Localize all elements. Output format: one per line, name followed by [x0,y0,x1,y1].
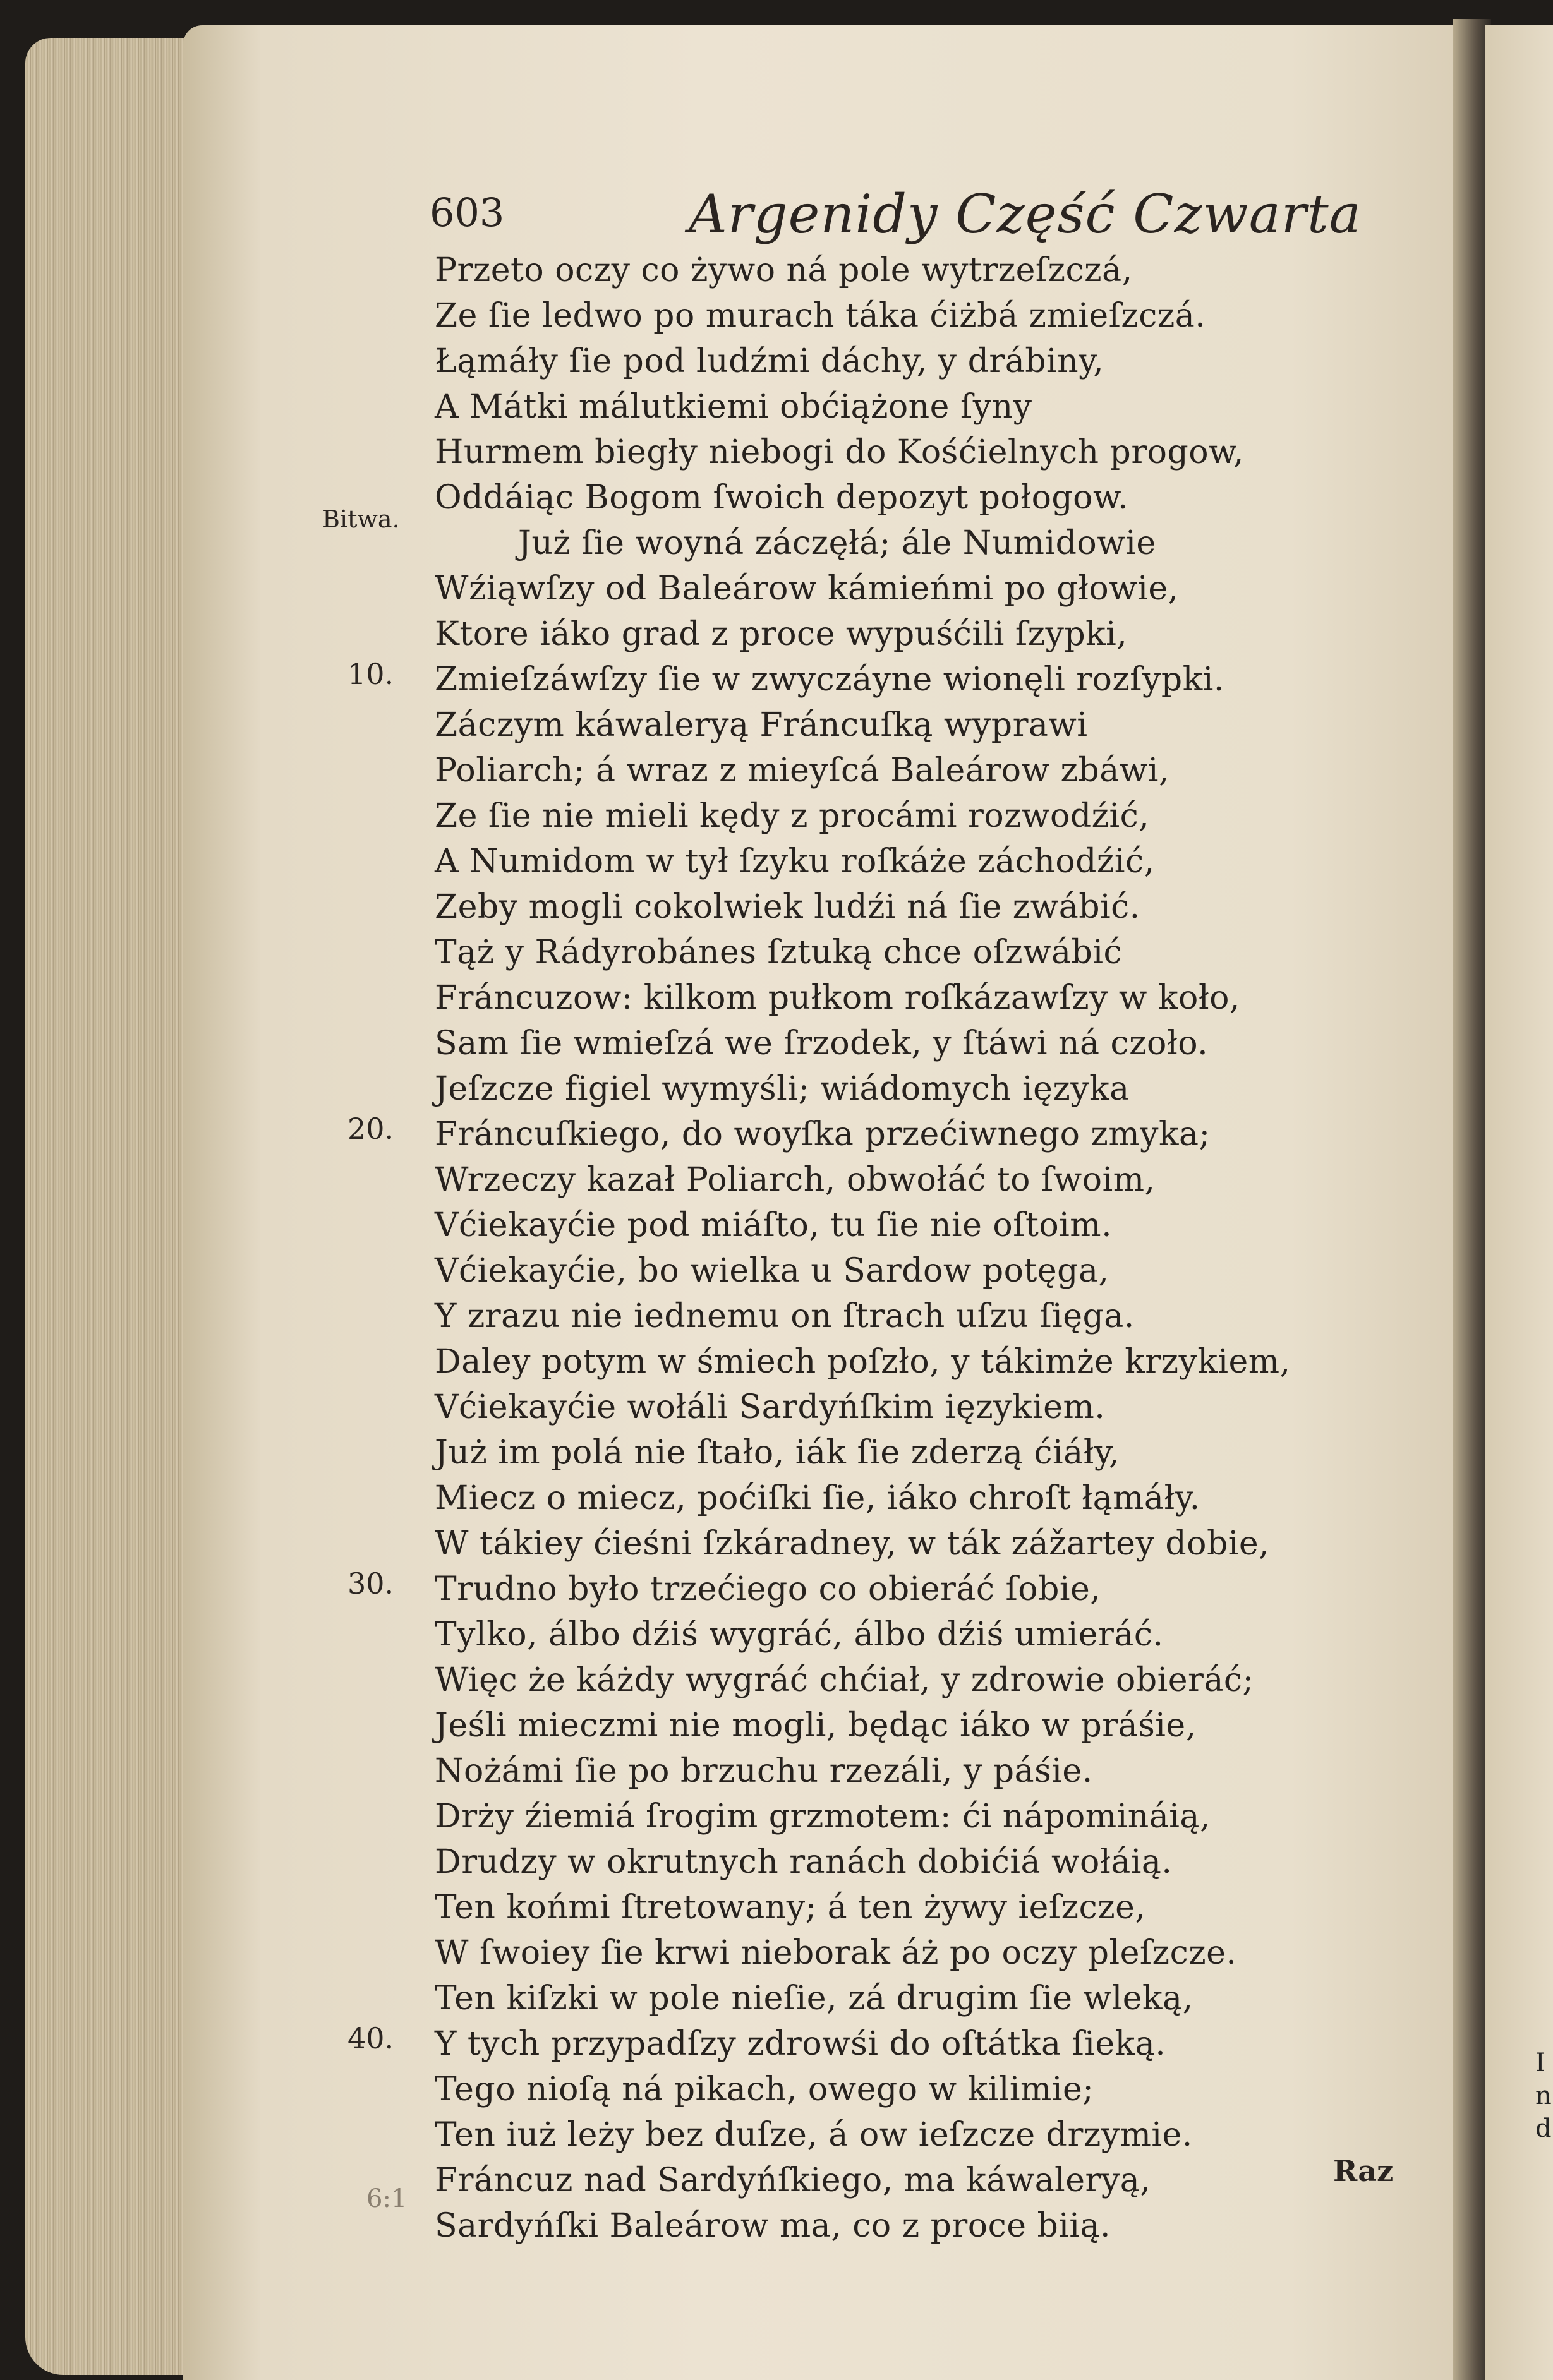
line-number-30: 30. [347,1566,394,1601]
verse-line: Vćiekayćie, bo wielka u Sardow potęga, [435,1252,1109,1290]
verse-line: A Mátki málutkiemi obćiążone ſyny [435,388,1032,426]
verse-line: Ze ſie ledwo po murach táka ćiżbá zmieſzczá. [435,297,1206,335]
verse-line: W tákiey ćieśni ſzkáradney, w ták zážartey dobie, [435,1525,1270,1563]
verse-line: Sardyńſki Baleárow ma, co z proce biią. [435,2207,1111,2245]
verse-line: Vćiekayćie pod miáſto, tu ſie nie oſtoim. [435,1206,1113,1244]
verse-line: Y zrazu nie iednemu on ſtrach uſzu ſięga. [435,1297,1135,1335]
verse-line: Ktore iáko grad z proce wypuśćili ſzypki, [435,615,1128,653]
running-title: Argenidy Część Czwarta [689,183,1362,245]
verse-line: Jeśli mieczmi nie mogli, będąc iáko w práśie, [435,1707,1197,1745]
catchword: Raz [1333,2154,1394,2188]
line-number-20: 20. [347,1112,394,1146]
next-page-fragment [1535,2046,1552,2145]
verse-line: Już ſie woyná záczęłá; ále Numidowie [518,524,1156,562]
verse-line: Sam ſie wmieſzá we ſrzodek, y ſtáwi ná czoło. [435,1025,1209,1062]
verse-line: Jeſzcze figiel wymyśli; wiádomych ięzyka [435,1070,1130,1108]
verse-line: Tego nioſą ná pikach, owego w kilimie; [435,2070,1094,2108]
verse-line: Fráncuſkiego, do woyſka przećiwnego zmyka; [435,1115,1211,1153]
verse-line: Trudno było trzećiego co obieráć ſobie, [435,1570,1101,1608]
verse-line: Więc że káżdy wygráć chćiał, y zdrowie obieráć; [435,1661,1254,1699]
verse-line: A Numidom w tył ſzyku roſkáże záchodźić, [435,843,1155,880]
verse-line: Zmieſzáwſzy ſie w zwyczáyne wionęli rozſypki. [435,661,1224,699]
verse-line: Łąmáły ſie pod ludźmi dáchy, y drábiny, [435,342,1104,380]
verse-line: Nożámi ſie po brzuchu rzezáli, y páśie. [435,1752,1093,1790]
verse-line: Fráncuzow: kilkom pułkom roſkázawſzy w koło, [435,979,1240,1017]
verse-line: Już im polá nie ſtało, iák ſie zderzą ćiáły, [435,1434,1120,1472]
verse-line: Y tych przypadſzy zdrowśi do oſtátka ſieką. [435,2025,1166,2063]
verse-line: Daley potym w śmiech poſzło, y tákimże krzykiem, [435,1343,1291,1381]
page-header [430,183,1362,259]
verse-line: Wrzeczy kazał Poliarch, obwołáć to ſwoim, [435,1161,1156,1199]
verse-line: Ten iuż leży bez duſze, á ow ieſzcze drzymie. [435,2116,1193,2154]
verse-line: Drży źiemiá ſrogim grzmotem: ći nápomináią, [435,1798,1211,1836]
verse-line: Vćiekayćie wołáli Sardyńſkim ięzykiem. [435,1388,1106,1426]
verse-line: W ſwoiey ſie krwi nieborak áż po oczy pleſzcze. [435,1934,1237,1972]
verse-line: Miecz o miecz, poćiſki ſie, iáko chroſt łąmáły. [435,1479,1200,1517]
line-number-10: 10. [347,657,394,691]
verse-line: Oddáiąc Bogom ſwoich depozyt połogow. [435,479,1128,517]
verse-line: Drudzy w okrutnych ranách dobićiá wołáią. [435,1843,1173,1881]
page-number: 603 [430,189,505,236]
verse-line: Ze ſie nie mieli kędy z procámi rozwodźić, [435,797,1150,835]
verse-line: Záczym káwaleryą Fráncuſką wyprawi [435,706,1088,744]
verse-line: Wźiąwſzy od Baleárow kámieńmi po głowie, [435,570,1179,608]
verse-line: Fráncuz nad Sardyńſkiego, ma káwaleryą, [435,2161,1151,2199]
verse-line: Przeto oczy co żywo ná pole wytrzeſzczá, [435,251,1133,289]
line-number-40: 40. [347,2021,394,2055]
verse-line: Zeby mogli cokolwiek ludźi ná ſie zwábić. [435,888,1140,926]
verse-line: Hurmem biegły niebogi do Kośćielnych progow, [435,433,1244,471]
verse-line: Poliarch; á wraz z mieyſcá Baleárow zbáwi, [435,752,1169,790]
next-page-letter: d [1535,2114,1552,2143]
margin-note-battle: Bitwa. [322,505,400,533]
next-page-letter: I [1535,2048,1545,2077]
next-page [1485,25,1553,2380]
bottom-mark: 6:1 [366,2184,408,2213]
verse-line: Ten kiſzki w pole nieſie, zá drugim ſie wleką, [435,1980,1193,2017]
verse-line: Ten końmi ſtretowany; á ten żywy ieſzcze, [435,1889,1146,1926]
next-page-letter: n [1535,2081,1552,2110]
verse-line: Tąż y Rádyrobánes ſztuką chce oſzwábić [435,934,1123,971]
verse-line: Tylko, álbo dźiś wygráć, álbo dźiś umieráć. [435,1616,1164,1654]
